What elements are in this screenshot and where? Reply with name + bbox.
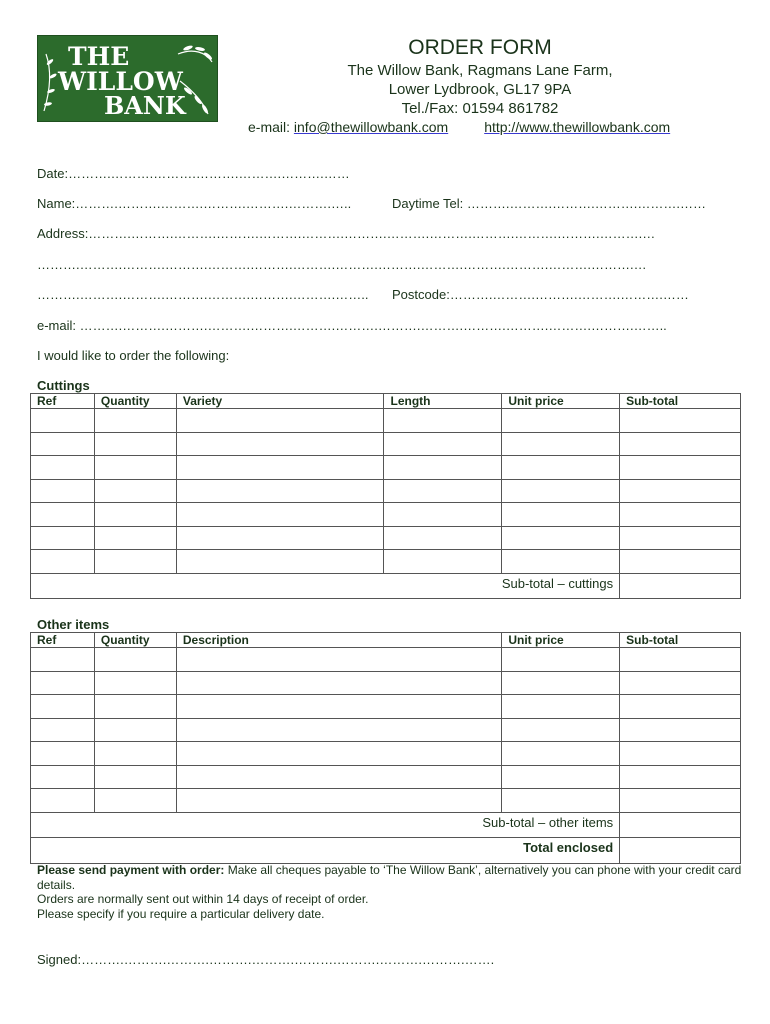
table-row[interactable] xyxy=(31,718,741,742)
col-header-quantity: Quantity xyxy=(94,394,176,409)
cuttings-heading: Cuttings xyxy=(37,378,90,393)
website-link[interactable]: http://www.thewillowbank.com xyxy=(484,119,671,135)
page-title: ORDER FORM xyxy=(408,36,552,59)
total-enclosed-row xyxy=(31,838,741,864)
other-items-subtotal-cell[interactable] xyxy=(620,812,741,838)
postcode-field[interactable]: Postcode:……….……….……….……….……….…… xyxy=(392,287,689,302)
other-items-subtotal-label: Sub-total – other items xyxy=(31,812,620,838)
cuttings-subtotal-cell[interactable] xyxy=(620,573,741,599)
col-header-variety: Variety xyxy=(176,394,384,409)
address-field-1[interactable]: Address:……….……….……….……….……….……….……….……….……….……….……….……….……….… xyxy=(37,226,656,241)
phone-fax: Tel./Fax: 01594 861782 xyxy=(401,100,559,117)
contact-links xyxy=(248,119,670,135)
willow-bank-logo xyxy=(37,35,218,122)
logo-text-willow: WILLOW xyxy=(58,67,183,96)
payment-instructions xyxy=(37,863,742,892)
col-header-subtotal: Sub-total xyxy=(620,633,741,648)
address-line-1: The Willow Bank, Ragmans Lane Farm, xyxy=(347,62,613,79)
col-header-unit-price: Unit price xyxy=(502,394,620,409)
cuttings-header-row xyxy=(31,394,741,409)
delivery-note: Please specify if you require a particular delivery date. xyxy=(37,906,325,921)
email-link[interactable]: info@thewillowbank.com xyxy=(293,119,449,135)
col-header-ref: Ref xyxy=(31,633,95,648)
cuttings-table xyxy=(30,393,741,599)
table-row[interactable] xyxy=(31,648,741,672)
table-row[interactable] xyxy=(31,456,741,480)
date-field[interactable]: Date:……….……….……….……….……….……….…… xyxy=(37,166,350,181)
table-row[interactable] xyxy=(31,432,741,456)
col-header-quantity: Quantity xyxy=(94,633,176,648)
cuttings-subtotal-label: Sub-total – cuttings xyxy=(31,573,620,599)
col-header-unit-price: Unit price xyxy=(502,633,620,648)
col-header-length: Length xyxy=(384,394,502,409)
other-items-table xyxy=(30,632,741,864)
col-header-ref: Ref xyxy=(31,394,95,409)
daytime-tel-field[interactable]: Daytime Tel: ……….……….……….……….……….…… xyxy=(392,196,706,211)
payment-bold: Please send payment with order: xyxy=(37,863,225,877)
table-row[interactable] xyxy=(31,695,741,719)
other-items-subtotal-row xyxy=(31,812,741,838)
payment-text: Make all cheques payable to ‘The Willow Bank’, alternatively you can phone with your credit card details. xyxy=(37,863,742,892)
total-enclosed-label: Total enclosed xyxy=(31,838,620,864)
other-items-heading: Other items xyxy=(37,617,110,632)
col-header-subtotal: Sub-total xyxy=(620,394,741,409)
payment-notes xyxy=(37,863,742,921)
table-row[interactable] xyxy=(31,765,741,789)
logo-text-bank: BANK xyxy=(104,91,186,120)
address-line-2: Lower Lydbrook, GL17 9PA xyxy=(388,81,572,98)
table-row[interactable] xyxy=(31,671,741,695)
address-field-2[interactable]: ……….……….……….……….……….……….……….……….……….……….……….……….……….……….… xyxy=(37,257,647,272)
logo-text-the: THE xyxy=(68,42,130,71)
other-items-header-row xyxy=(31,633,741,648)
order-intro: I would like to order the following: xyxy=(37,348,230,363)
cuttings-subtotal-row xyxy=(31,573,741,599)
table-row[interactable] xyxy=(31,789,741,813)
table-row[interactable] xyxy=(31,526,741,550)
table-row[interactable] xyxy=(31,479,741,503)
address-field-3[interactable]: ……….……….……….……….……….……….……….…….. xyxy=(37,287,369,302)
name-field[interactable]: Name:……….……….……….……….……….……….….. xyxy=(37,196,352,211)
table-row[interactable] xyxy=(31,409,741,433)
table-row[interactable] xyxy=(31,550,741,574)
email-field[interactable]: e-mail: ……….……….……….……….……….……….……….……….……….……….……….……….……….…….. xyxy=(37,318,667,333)
table-row[interactable] xyxy=(31,742,741,766)
total-enclosed-cell[interactable] xyxy=(620,838,741,864)
col-header-description: Description xyxy=(176,633,501,648)
table-row[interactable] xyxy=(31,503,741,527)
email-label: e-mail: xyxy=(248,119,294,135)
signed-field[interactable]: Signed:……….……….……….……….……….……….……….……….……….……. xyxy=(37,952,495,967)
dispatch-note: Orders are normally sent out within 14 days of receipt of order. xyxy=(37,892,369,906)
